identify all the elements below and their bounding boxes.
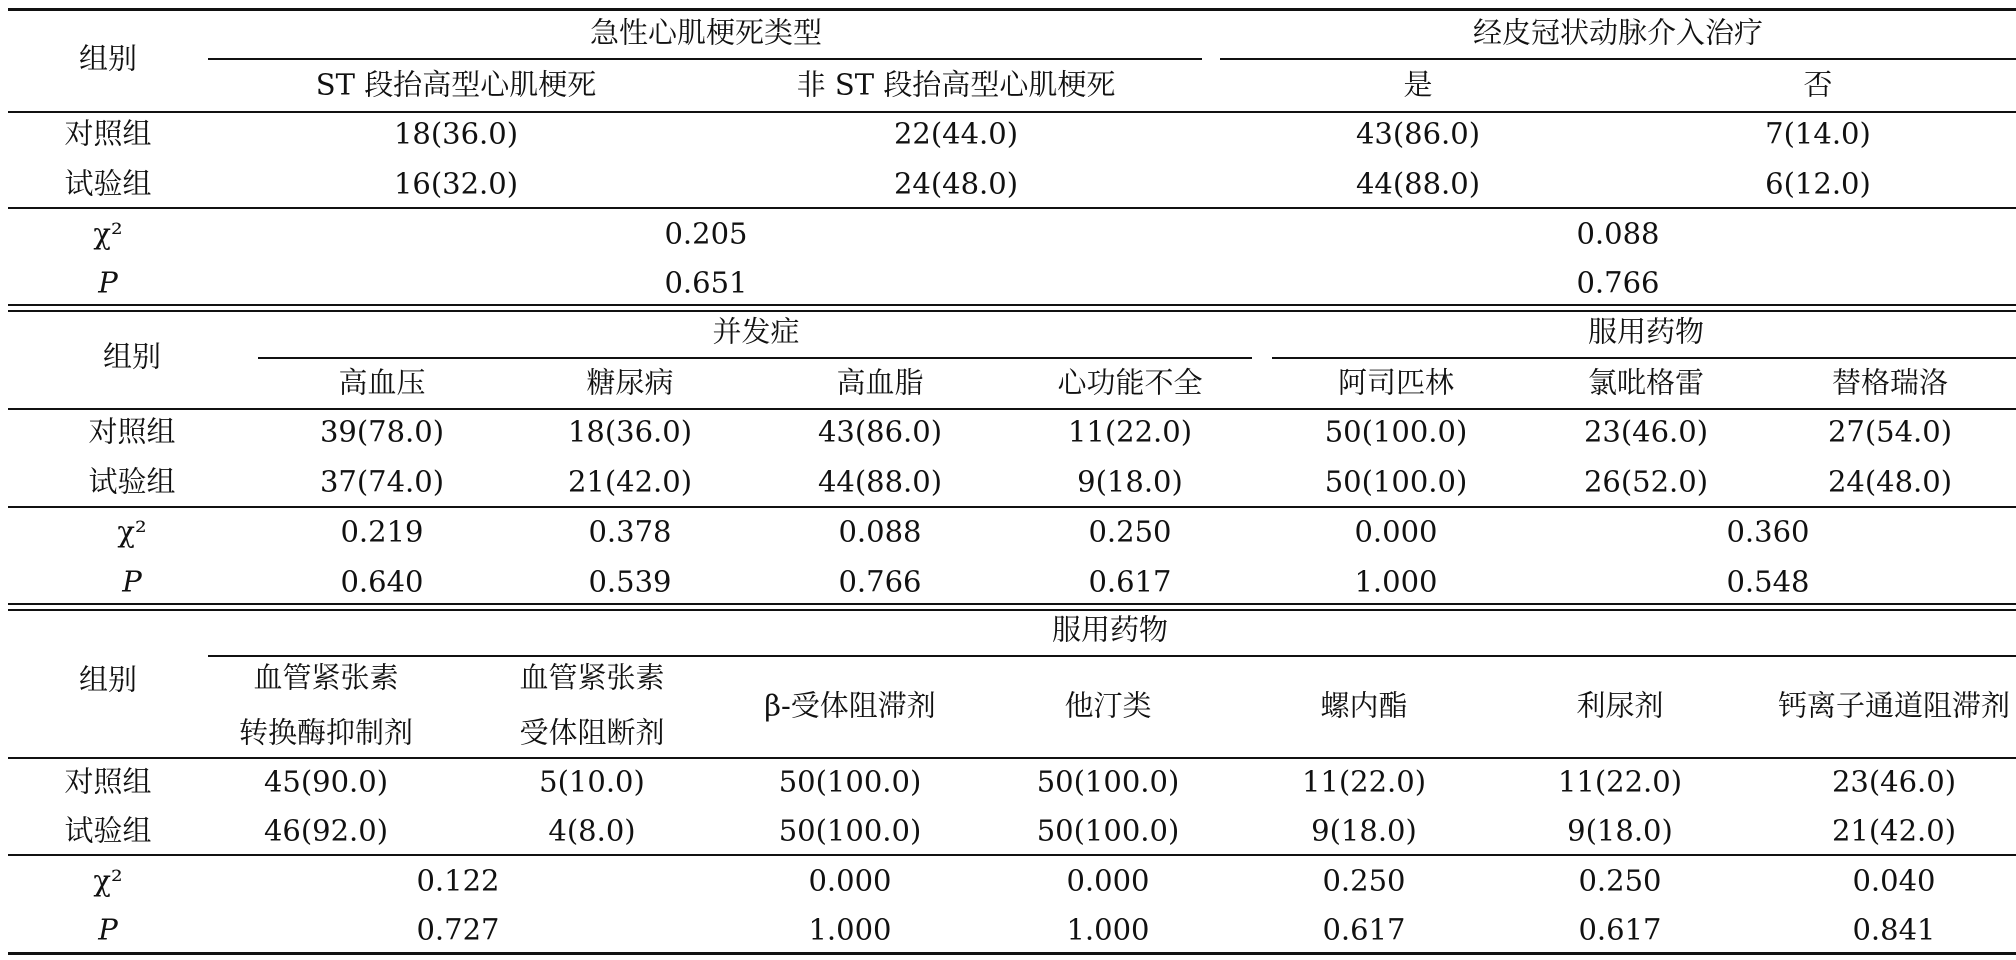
rule bbox=[208, 655, 2016, 657]
table-cell: 11(22.0) bbox=[1557, 764, 1683, 799]
table-cell: 11(22.0) bbox=[1067, 414, 1193, 449]
table-cell: 23(46.0) bbox=[1831, 764, 1957, 799]
table-cell: 9(18.0) bbox=[1311, 813, 1417, 848]
table-cell: 11(22.0) bbox=[1301, 764, 1427, 799]
column-header: 糖尿病 bbox=[586, 365, 674, 400]
table-cell: 0.250 bbox=[1322, 863, 1406, 898]
table-cell: 0.651 bbox=[664, 265, 748, 300]
table-cell: 1.000 bbox=[1354, 564, 1438, 599]
table-cell: 0.250 bbox=[1578, 863, 1662, 898]
table-cell: 0.640 bbox=[340, 564, 424, 599]
table-cell: 0.000 bbox=[1354, 514, 1438, 549]
rule bbox=[8, 8, 2016, 11]
table-cell: 0.617 bbox=[1322, 912, 1406, 947]
table-cell: 0.000 bbox=[808, 863, 892, 898]
table-cell: 37(74.0) bbox=[319, 464, 445, 499]
table-cell: 24(48.0) bbox=[893, 166, 1019, 201]
table-cell: 0.088 bbox=[838, 514, 922, 549]
column-header: 转换酶抑制剂 bbox=[238, 715, 414, 750]
table-cell: 23(46.0) bbox=[1583, 414, 1709, 449]
chi-square-label: χ² bbox=[93, 863, 123, 898]
rule bbox=[8, 207, 2016, 209]
column-header: 受体阻断剂 bbox=[519, 715, 665, 750]
span-header: 经皮冠状动脉介入治疗 bbox=[1472, 15, 1764, 50]
rule bbox=[8, 603, 2016, 605]
table-cell: 21(42.0) bbox=[567, 464, 693, 499]
table-cell: 0.122 bbox=[416, 863, 500, 898]
table-cell: 44(88.0) bbox=[1355, 166, 1481, 201]
table-cell: 45(90.0) bbox=[263, 764, 389, 799]
table-cell: 4(8.0) bbox=[548, 813, 636, 848]
table-cell: 50(100.0) bbox=[1036, 813, 1180, 848]
group-header: 组别 bbox=[78, 41, 138, 76]
table-cell: 50(100.0) bbox=[778, 813, 922, 848]
group-header: 组别 bbox=[78, 662, 138, 697]
table-cell: 7(14.0) bbox=[1765, 116, 1871, 151]
table-cell: 0.360 bbox=[1726, 514, 1810, 549]
table-cell: 50(100.0) bbox=[778, 764, 922, 799]
table-cell: 21(42.0) bbox=[1831, 813, 1957, 848]
rule bbox=[8, 310, 2016, 312]
row-label: 对照组 bbox=[88, 414, 176, 449]
rule bbox=[8, 609, 2016, 611]
row-label: 对照组 bbox=[64, 764, 152, 799]
rule bbox=[8, 952, 2016, 955]
rule bbox=[8, 408, 2016, 410]
table-cell: 0.088 bbox=[1576, 216, 1660, 251]
table-cell: 0.250 bbox=[1088, 514, 1172, 549]
column-header: 利尿剂 bbox=[1576, 688, 1664, 723]
table-cell: 46(92.0) bbox=[263, 813, 389, 848]
group-header: 组别 bbox=[102, 339, 162, 374]
span-header: 并发症 bbox=[712, 314, 800, 349]
table-cell: 43(86.0) bbox=[817, 414, 943, 449]
table-cell: 18(36.0) bbox=[567, 414, 693, 449]
table-cell: 5(10.0) bbox=[539, 764, 645, 799]
span-header: 服用药物 bbox=[1587, 314, 1705, 349]
table-cell: 16(32.0) bbox=[393, 166, 519, 201]
table-cell: 26(52.0) bbox=[1583, 464, 1709, 499]
table-cell: 0.766 bbox=[1576, 265, 1660, 300]
rule bbox=[208, 58, 1202, 60]
table-cell: 0.040 bbox=[1852, 863, 1936, 898]
table-cell: 0.219 bbox=[340, 514, 424, 549]
rule bbox=[1272, 357, 2016, 359]
column-header: 血管紧张素 bbox=[253, 660, 399, 695]
table-cell: 1.000 bbox=[808, 912, 892, 947]
column-header: 他汀类 bbox=[1064, 688, 1152, 723]
rule bbox=[8, 757, 2016, 759]
rule bbox=[258, 357, 1252, 359]
span-header: 急性心肌梗死类型 bbox=[589, 15, 823, 50]
row-label: 试验组 bbox=[64, 813, 152, 848]
chi-square-label: χ² bbox=[93, 216, 123, 251]
table-cell: 0.378 bbox=[588, 514, 672, 549]
table-cell: 0.548 bbox=[1726, 564, 1810, 599]
table-cell: 50(100.0) bbox=[1324, 414, 1468, 449]
table-cell: 50(100.0) bbox=[1036, 764, 1180, 799]
table-cell: 43(86.0) bbox=[1355, 116, 1481, 151]
rule bbox=[8, 506, 2016, 508]
rule bbox=[8, 304, 2016, 306]
table-cell: 0.617 bbox=[1578, 912, 1662, 947]
table-cell: 9(18.0) bbox=[1567, 813, 1673, 848]
row-label: 试验组 bbox=[88, 464, 176, 499]
rule bbox=[8, 854, 2016, 856]
table-cell: 0.539 bbox=[588, 564, 672, 599]
table-cell: 0.766 bbox=[838, 564, 922, 599]
table-cell: 22(44.0) bbox=[893, 116, 1019, 151]
rule bbox=[1220, 58, 2016, 60]
column-header: ST 段抬高型心肌梗死 bbox=[315, 67, 597, 102]
table-cell: 44(88.0) bbox=[817, 464, 943, 499]
table-cell: 0.205 bbox=[664, 216, 748, 251]
column-header: 非 ST 段抬高型心肌梗死 bbox=[796, 67, 1116, 102]
column-header: 高血脂 bbox=[836, 365, 924, 400]
column-header: 替格瑞洛 bbox=[1831, 365, 1949, 400]
rule bbox=[8, 111, 2016, 113]
table-cell: 0.000 bbox=[1066, 863, 1150, 898]
column-header: 否 bbox=[1803, 67, 1833, 102]
chi-square-label: χ² bbox=[117, 514, 147, 549]
table-cell: 0.617 bbox=[1088, 564, 1172, 599]
table-cell: 24(48.0) bbox=[1827, 464, 1953, 499]
column-header: 钙离子通道阻滞剂 bbox=[1777, 688, 2011, 723]
column-header: 血管紧张素 bbox=[519, 660, 665, 695]
column-header: 心功能不全 bbox=[1057, 365, 1203, 400]
column-header: β-受体阻滞剂 bbox=[764, 688, 936, 723]
table-cell: 9(18.0) bbox=[1077, 464, 1183, 499]
table-cell: 6(12.0) bbox=[1765, 166, 1871, 201]
p-value-label: P bbox=[122, 564, 142, 599]
table-cell: 18(36.0) bbox=[393, 116, 519, 151]
column-header: 是 bbox=[1403, 67, 1433, 102]
column-header: 螺内酯 bbox=[1320, 688, 1408, 723]
table-cell: 1.000 bbox=[1066, 912, 1150, 947]
row-label: 对照组 bbox=[64, 116, 152, 151]
column-header: 阿司匹林 bbox=[1337, 365, 1455, 400]
p-value-label: P bbox=[98, 912, 118, 947]
table-cell: 39(78.0) bbox=[319, 414, 445, 449]
column-header: 氯吡格雷 bbox=[1587, 365, 1705, 400]
table-cell: 27(54.0) bbox=[1827, 414, 1953, 449]
column-header: 高血压 bbox=[338, 365, 426, 400]
span-header: 服用药物 bbox=[1051, 612, 1169, 647]
p-value-label: P bbox=[98, 265, 118, 300]
table-cell: 50(100.0) bbox=[1324, 464, 1468, 499]
table-cell: 0.841 bbox=[1852, 912, 1936, 947]
table-cell: 0.727 bbox=[416, 912, 500, 947]
row-label: 试验组 bbox=[64, 166, 152, 201]
